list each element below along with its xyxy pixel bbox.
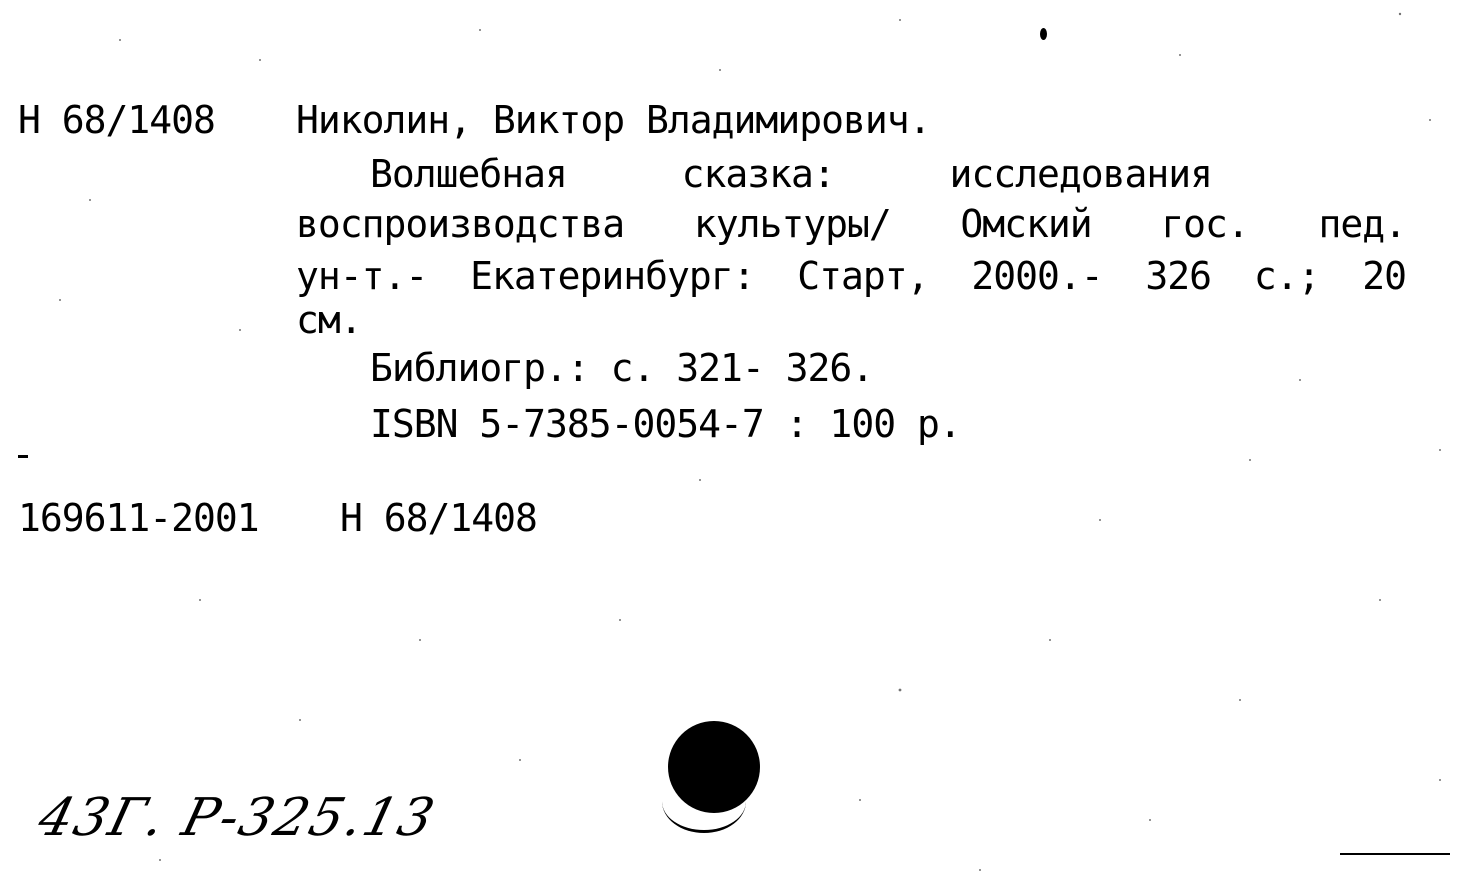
scan-line-mark xyxy=(1340,853,1450,855)
title-word: исследования xyxy=(949,152,1212,196)
isbn-price: ISBN 5-7385-0054-7 : 100 р. xyxy=(370,402,961,446)
call-number-bottom: Н 68/1408 xyxy=(340,496,537,540)
title-word: 2000.- xyxy=(971,254,1103,298)
title-line-2 xyxy=(296,200,1406,248)
punch-hole-shadow xyxy=(662,770,746,833)
title-word: воспроизводства xyxy=(296,202,625,246)
call-number-top: Н 68/1408 xyxy=(18,98,215,142)
ink-speck xyxy=(1040,28,1047,40)
title-line-4: см. xyxy=(296,298,362,342)
title-word: 326 xyxy=(1145,254,1212,298)
title-word: Старт, xyxy=(797,254,929,298)
title-line-1 xyxy=(370,150,1212,198)
title-word: гос. xyxy=(1161,202,1249,246)
title-word: ун-т.- xyxy=(296,254,428,298)
author-heading: Николин, Виктор Владимирович. xyxy=(296,98,931,142)
title-line-3 xyxy=(296,252,1406,300)
inventory-number: 169611-2001 xyxy=(18,496,259,540)
title-word: Омский xyxy=(960,202,1092,246)
handwritten-note: 43Г. Р-325.13 xyxy=(32,788,442,848)
title-word: культуры/ xyxy=(693,202,891,246)
bibliography-note: Библиогр.: с. 321- 326. xyxy=(370,346,874,390)
title-word: 20 xyxy=(1362,254,1406,298)
scan-mark xyxy=(18,455,28,458)
title-word: пед. xyxy=(1318,202,1406,246)
title-word: с.; xyxy=(1253,254,1320,298)
title-word: Екатеринбург: xyxy=(470,254,755,298)
title-word: Волшебная xyxy=(370,152,567,196)
title-word: сказка: xyxy=(681,152,835,196)
